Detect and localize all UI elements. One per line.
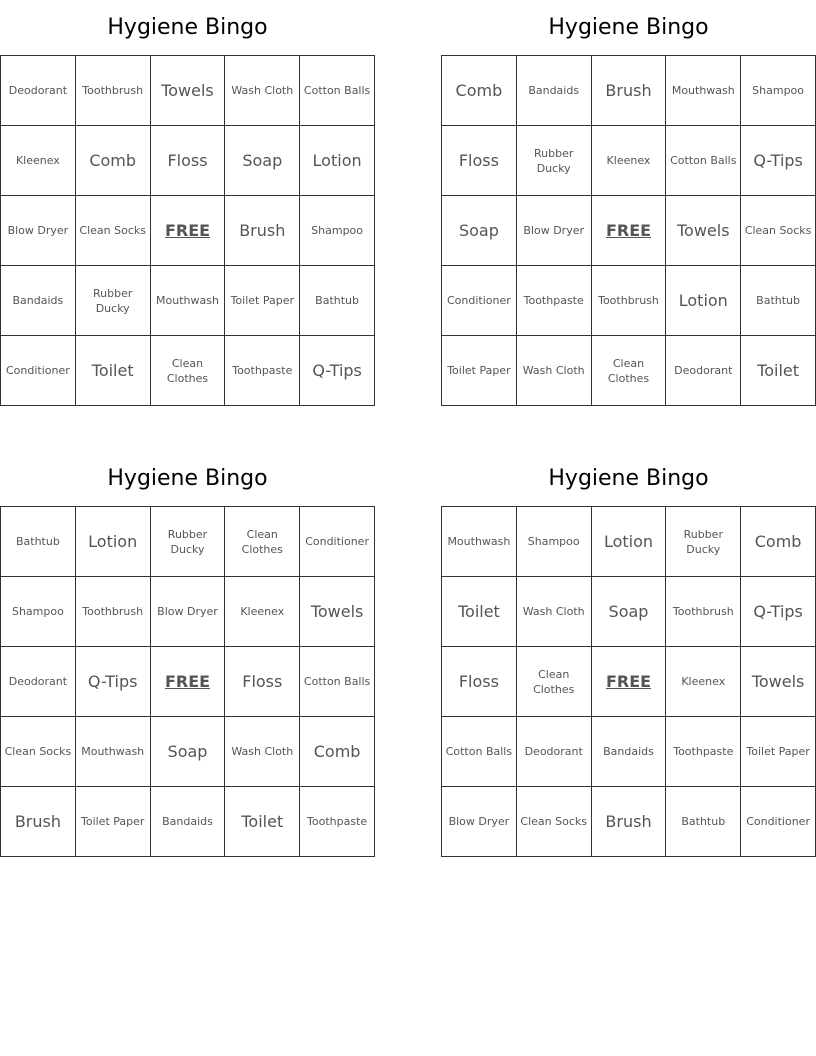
bingo-cell: Toothpaste xyxy=(666,717,741,787)
bingo-cell: Lotion xyxy=(76,507,151,577)
card-title: Hygiene Bingo xyxy=(107,466,268,491)
bingo-cell: Rubber Ducky xyxy=(517,126,592,196)
bingo-cell: Kleenex xyxy=(666,647,741,717)
bingo-cell: Toothbrush xyxy=(76,577,151,647)
bingo-cell: Shampoo xyxy=(1,577,76,647)
bingo-cell: Wash Cloth xyxy=(517,336,592,406)
free-space: FREE xyxy=(592,196,667,266)
free-space: FREE xyxy=(592,647,667,717)
bingo-cell: Clean Clothes xyxy=(517,647,592,717)
bingo-cell: Clean Socks xyxy=(1,717,76,787)
bingo-cell: Towels xyxy=(666,196,741,266)
bingo-cell: Mouthwash xyxy=(76,717,151,787)
bingo-cell: Toilet xyxy=(741,336,816,406)
bingo-cell: Lotion xyxy=(300,126,375,196)
bingo-cell: Q-Tips xyxy=(741,126,816,196)
free-space: FREE xyxy=(151,196,226,266)
bingo-cell: Towels xyxy=(741,647,816,717)
bingo-cell: Toothpaste xyxy=(517,266,592,336)
bingo-cell: Blow Dryer xyxy=(151,577,226,647)
bingo-card-3 xyxy=(0,451,375,857)
bingo-cell: Clean Socks xyxy=(76,196,151,266)
bingo-card-2 xyxy=(441,0,816,406)
bingo-grid xyxy=(0,55,375,406)
bingo-cell: Q-Tips xyxy=(300,336,375,406)
bingo-cell: Soap xyxy=(442,196,517,266)
bingo-cell: Brush xyxy=(592,56,667,126)
bingo-cell: Mouthwash xyxy=(442,507,517,577)
bingo-cell: Comb xyxy=(741,507,816,577)
bingo-cell: Comb xyxy=(300,717,375,787)
bingo-cell: Clean Clothes xyxy=(225,507,300,577)
bingo-cell: Deodorant xyxy=(666,336,741,406)
bingo-cell: Wash Cloth xyxy=(225,717,300,787)
bingo-cell: Mouthwash xyxy=(666,56,741,126)
bingo-cell: Bandaids xyxy=(517,56,592,126)
bingo-cell: Toothpaste xyxy=(300,787,375,857)
bingo-cell: Lotion xyxy=(666,266,741,336)
bingo-cell: Floss xyxy=(151,126,226,196)
bingo-cell: Clean Socks xyxy=(741,196,816,266)
bingo-grid xyxy=(441,506,816,857)
bingo-card-1 xyxy=(0,0,375,406)
card-title: Hygiene Bingo xyxy=(548,466,709,491)
bingo-cell: Shampoo xyxy=(517,507,592,577)
bingo-cell: Toothbrush xyxy=(592,266,667,336)
bingo-cell: Kleenex xyxy=(1,126,76,196)
bingo-cell: Soap xyxy=(592,577,667,647)
bingo-cell: Blow Dryer xyxy=(517,196,592,266)
bingo-cell: Brush xyxy=(1,787,76,857)
bingo-cell: Toothbrush xyxy=(666,577,741,647)
bingo-cell: Rubber Ducky xyxy=(151,507,226,577)
bingo-cell: Conditioner xyxy=(1,336,76,406)
bingo-cell: Mouthwash xyxy=(151,266,226,336)
bingo-cell: Blow Dryer xyxy=(442,787,517,857)
bingo-cell: Conditioner xyxy=(442,266,517,336)
bingo-cell: Clean Clothes xyxy=(151,336,226,406)
bingo-cell: Conditioner xyxy=(300,507,375,577)
card-title: Hygiene Bingo xyxy=(107,15,268,40)
bingo-cell: Bandaids xyxy=(592,717,667,787)
bingo-cell: Toilet xyxy=(225,787,300,857)
card-title: Hygiene Bingo xyxy=(548,15,709,40)
bingo-cell: Q-Tips xyxy=(741,577,816,647)
bingo-cell: Blow Dryer xyxy=(1,196,76,266)
bingo-cell: Deodorant xyxy=(517,717,592,787)
bingo-cell: Lotion xyxy=(592,507,667,577)
bingo-cell: Rubber Ducky xyxy=(666,507,741,577)
bingo-cell: Toilet xyxy=(442,577,517,647)
bingo-cell: Bathtub xyxy=(741,266,816,336)
bingo-cell: Toothbrush xyxy=(76,56,151,126)
bingo-cell: Deodorant xyxy=(1,647,76,717)
bingo-card-4 xyxy=(441,451,816,857)
bingo-cell: Deodorant xyxy=(1,56,76,126)
bingo-cell: Wash Cloth xyxy=(225,56,300,126)
bingo-cell: Towels xyxy=(300,577,375,647)
bingo-cell: Comb xyxy=(442,56,517,126)
bingo-cell: Brush xyxy=(592,787,667,857)
bingo-cell: Toothpaste xyxy=(225,336,300,406)
bingo-cell: Toilet Paper xyxy=(225,266,300,336)
bingo-cell: Cotton Balls xyxy=(442,717,517,787)
free-space: FREE xyxy=(151,647,226,717)
bingo-cell: Bathtub xyxy=(300,266,375,336)
bingo-cell: Toilet Paper xyxy=(741,717,816,787)
bingo-cell: Toilet xyxy=(76,336,151,406)
bingo-cell: Bathtub xyxy=(1,507,76,577)
bingo-cell: Shampoo xyxy=(741,56,816,126)
bingo-cell: Wash Cloth xyxy=(517,577,592,647)
bingo-cell: Comb xyxy=(76,126,151,196)
bingo-cell: Toilet Paper xyxy=(76,787,151,857)
bingo-cell: Cotton Balls xyxy=(666,126,741,196)
bingo-cell: Towels xyxy=(151,56,226,126)
bingo-cell: Rubber Ducky xyxy=(76,266,151,336)
bingo-cell: Cotton Balls xyxy=(300,647,375,717)
bingo-cell: Cotton Balls xyxy=(300,56,375,126)
bingo-cell: Shampoo xyxy=(300,196,375,266)
bingo-cell: Q-Tips xyxy=(76,647,151,717)
bingo-cell: Toilet Paper xyxy=(442,336,517,406)
bingo-cell: Kleenex xyxy=(225,577,300,647)
bingo-cell: Conditioner xyxy=(741,787,816,857)
bingo-cell: Floss xyxy=(442,126,517,196)
bingo-cell: Bandaids xyxy=(1,266,76,336)
bingo-cell: Clean Clothes xyxy=(592,336,667,406)
bingo-cell: Bandaids xyxy=(151,787,226,857)
bingo-cell: Soap xyxy=(151,717,226,787)
bingo-grid xyxy=(0,506,375,857)
bingo-cell: Soap xyxy=(225,126,300,196)
bingo-cell: Floss xyxy=(225,647,300,717)
bingo-cell: Floss xyxy=(442,647,517,717)
bingo-cell: Kleenex xyxy=(592,126,667,196)
bingo-cell: Brush xyxy=(225,196,300,266)
bingo-cell: Clean Socks xyxy=(517,787,592,857)
bingo-grid xyxy=(441,55,816,406)
bingo-cell: Bathtub xyxy=(666,787,741,857)
